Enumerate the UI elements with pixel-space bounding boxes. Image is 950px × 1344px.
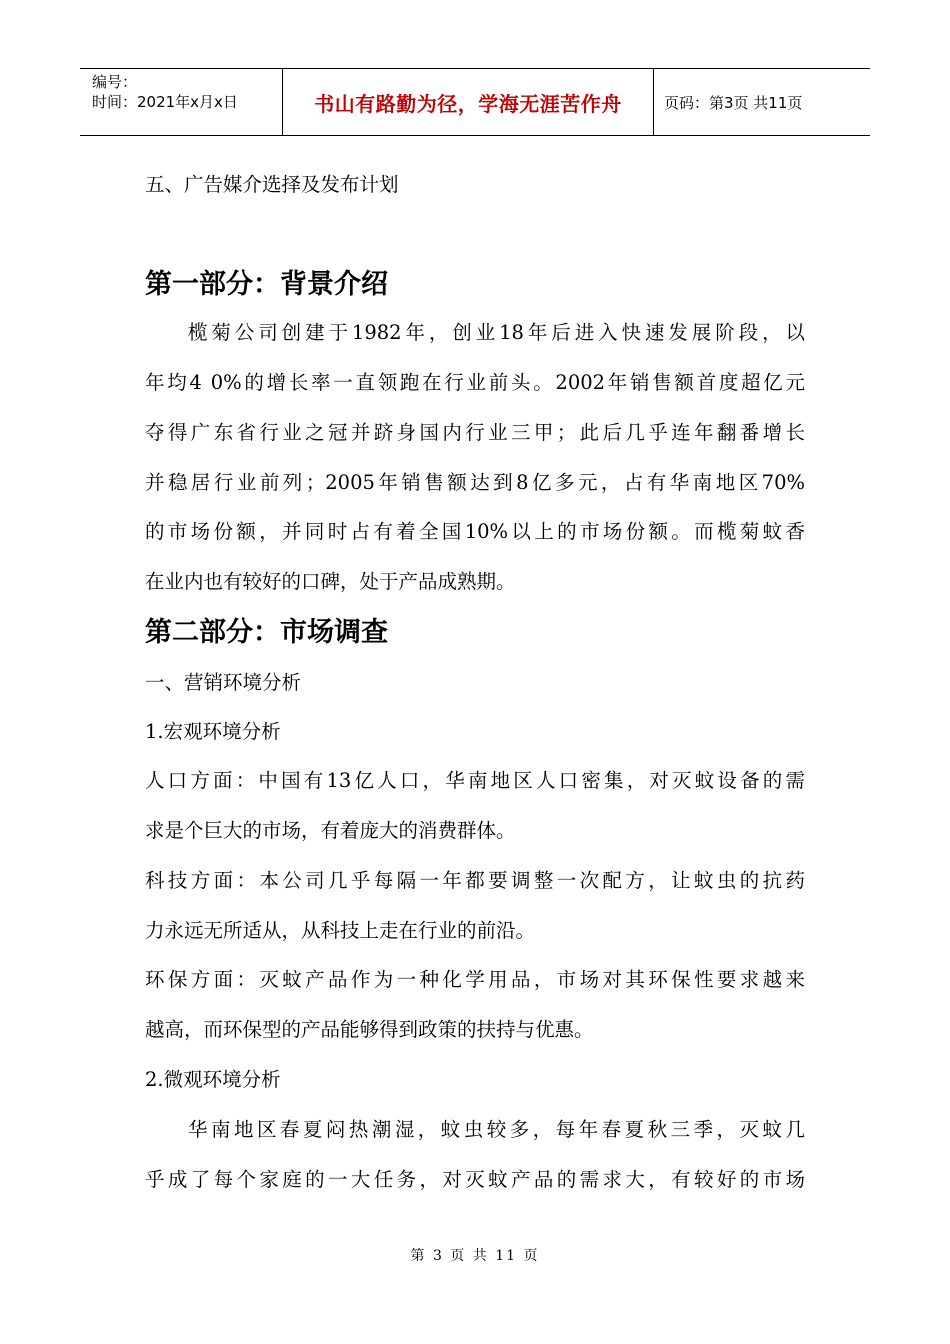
document-body bbox=[145, 0, 805, 1240]
subsection-heading: 2.微观环境分析 bbox=[145, 1068, 281, 1091]
section-title: 第一部分：背景介绍 bbox=[145, 269, 388, 300]
paragraph-line: 的市场份额，并同时占有着全国10%以上的市场份额。而榄菊蚊香 bbox=[145, 520, 805, 543]
paragraph-line: 力永远无所适从，从科技上走在行业的前沿。 bbox=[145, 919, 536, 942]
subsection-heading: 一、营销环境分析 bbox=[145, 671, 302, 694]
paragraph-line: 并稳居行业前列；2005年销售额达到8亿多元，占有华南地区70% bbox=[145, 471, 805, 494]
paragraph-line: 榄菊公司创建于1982年，创业18年后进入快速发展阶段，以 bbox=[188, 321, 805, 344]
subsection-heading: 1.宏观环境分析 bbox=[145, 720, 281, 743]
paragraph-line: 科技方面：本公司几乎每隔一年都要调整一次配方，让蚊虫的抗药 bbox=[145, 869, 805, 892]
paragraph-line: 乎成了每个家庭的一大任务，对灭蚊产品的需求大，有较好的市场 bbox=[145, 1168, 805, 1191]
toc-item: 五、广告媒介选择及发布计划 bbox=[145, 173, 399, 196]
section-title: 第二部分：市场调查 bbox=[145, 617, 388, 648]
paragraph-line: 年均4 0%的增长率一直领跑在行业前头。2002年销售额首度超亿元 bbox=[145, 371, 805, 394]
paragraph-line: 环保方面：灭蚊产品作为一种化学用品，市场对其环保性要求越来 bbox=[145, 968, 805, 991]
paragraph-line: 夺得广东省行业之冠并跻身国内行业三甲；此后几乎连年翻番增长 bbox=[145, 421, 805, 444]
header-motto: 书山有路勤为径，学海无涯苦作舟 bbox=[282, 69, 654, 135]
header-page-info: 页码：第3页 共11页 bbox=[664, 93, 803, 112]
paragraph-line: 越高，而环保型的产品能够得到政策的扶持与优惠。 bbox=[145, 1018, 594, 1041]
paragraph-line: 华南地区春夏闷热潮湿，蚊虫较多，每年春夏秋三季，灭蚊几 bbox=[188, 1118, 805, 1141]
doc-time-label: 时间：2021年x月x日 bbox=[92, 93, 238, 111]
page-footer: 第 3 页 共 11 页 bbox=[410, 1248, 540, 1264]
paragraph-line: 求是个巨大的市场，有着庞大的消费群体。 bbox=[145, 819, 516, 842]
doc-number-label: 编号： bbox=[92, 73, 138, 91]
paragraph-line: 人口方面：中国有13亿人口，华南地区人口密集，对灭蚊设备的需 bbox=[145, 769, 805, 792]
paragraph-line: 在业内也有较好的口碑，处于产品成熟期。 bbox=[145, 570, 516, 593]
